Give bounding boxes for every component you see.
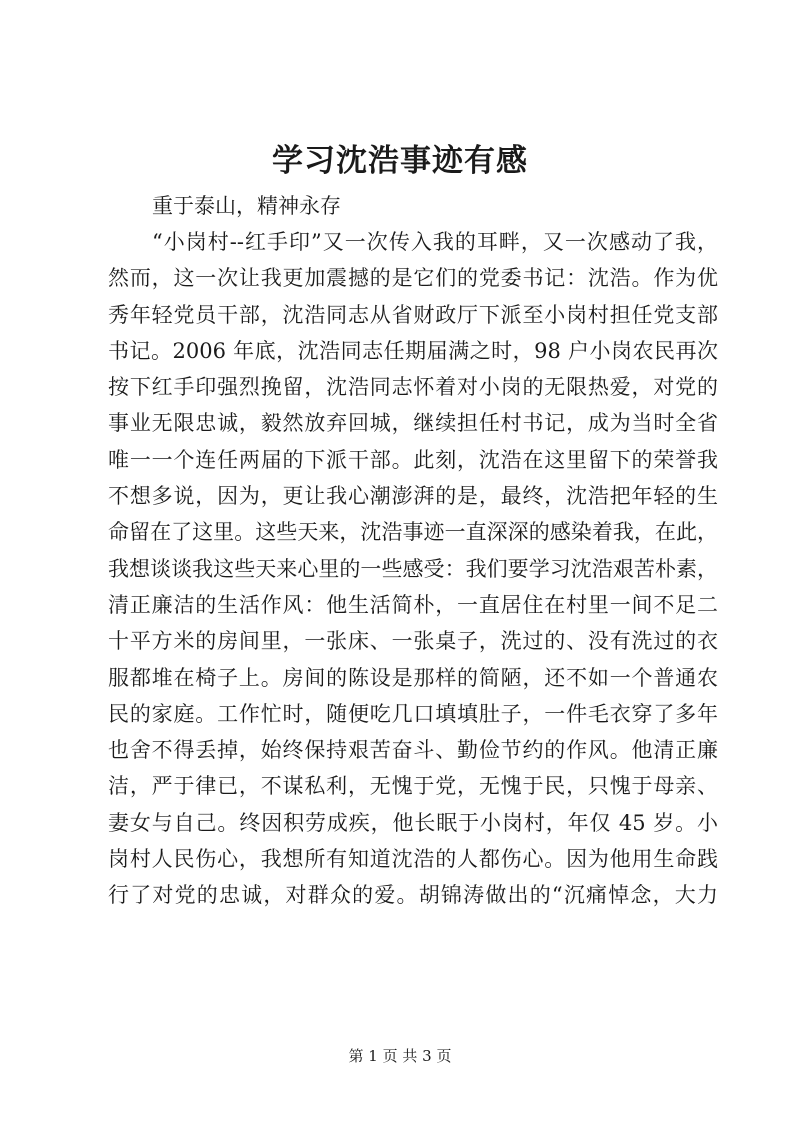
body-line: 服都堆在椅子上。房间的陈设是那样的简陋，还不如一个普通农 [108, 665, 718, 690]
body-line: 行了对党的忠诚，对群众的爱。胡锦涛做出的“沉痛悼念，大力 [108, 883, 718, 908]
body-line: 命留在了这里。这些天来，沈浩事迹一直深深的感染着我，在此， [108, 520, 718, 545]
document-subtitle: 重于泰山，精神永存 [152, 194, 341, 218]
body-text [108, 224, 718, 914]
body-line: “小岗村--红手印”又一次传入我的耳畔，又一次感动了我， [152, 230, 718, 254]
body-line: 洁，严于律已，不谋私利，无愧于党，无愧于民，只愧于母亲、 [108, 774, 718, 799]
body-line: 然而，这一次让我更加震撼的是它们的党委书记：沈浩。作为优 [108, 266, 718, 291]
body-line: 秀年轻党员干部，沈浩同志从省财政厅下派至小岗村担任党支部 [108, 302, 718, 327]
body-line: 事业无限忠诚，毅然放弃回城，继续担任村书记，成为当时全省 [108, 411, 718, 436]
document-title: 学习沈浩事迹有感 [272, 143, 528, 179]
body-line: 唯一一个连任两届的下派干部。此刻，沈浩在这里留下的荣誉我 [108, 447, 718, 472]
body-line: 民的家庭。工作忙时，随便吃几口填填肚子，一件毛衣穿了多年 [108, 701, 718, 726]
body-line: 也舍不得丢掉，始终保持艰苦奋斗、勤俭节约的作风。他清正廉 [108, 738, 718, 763]
page-number-footer: 第 1 页 共 3 页 [348, 1047, 452, 1065]
body-line: 我想谈谈我这些天来心里的一些感受：我们要学习沈浩艰苦朴素， [108, 556, 718, 581]
body-line: 妻女与自己。终因积劳成疾，他长眠于小岗村，年仅 45 岁。小 [108, 810, 718, 835]
body-line: 不想多说，因为，更让我心潮澎湃的是，最终，沈浩把年轻的生 [108, 484, 718, 509]
body-line: 清正廉洁的生活作风：他生活简朴，一直居住在村里一间不足二 [108, 592, 718, 617]
body-line: 书记。2006 年底，沈浩同志任期届满之时，98 户小岗农民再次 [108, 338, 718, 363]
body-line: 岗村人民伤心，我想所有知道沈浩的人都伤心。因为他用生命践 [108, 847, 718, 872]
body-line: 按下红手印强烈挽留，沈浩同志怀着对小岗的无限热爱，对党的 [108, 375, 718, 400]
body-line: 十平方米的房间里，一张床、一张桌子，洗过的、没有洗过的衣 [108, 629, 718, 654]
